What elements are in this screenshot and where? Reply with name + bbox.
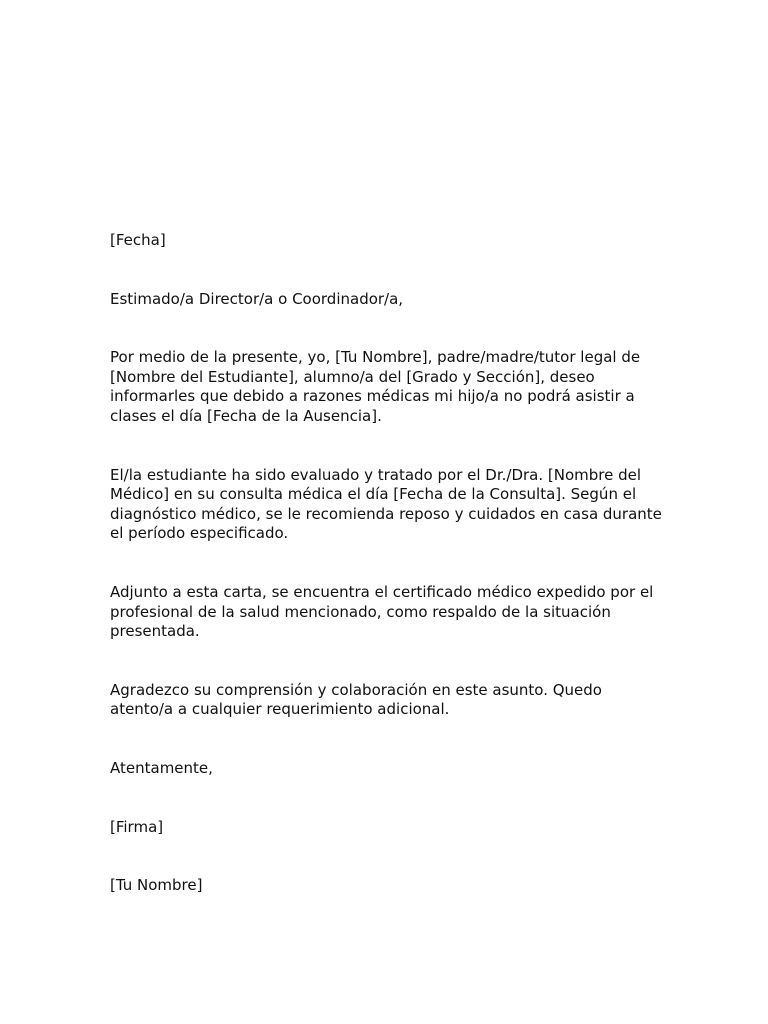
letter-paragraph-1: Por medio de la presente, yo, [Tu Nombre], padre/madre/tutor legal de [Nombre del Estudiante], alumno/a del [Grado y Sección], deseo informarles que debido a razones médicas mi hijo/a no podrá asistir a clases el día [Fecha de la Ausencia]. bbox=[110, 348, 641, 425]
letter-signature: [Firma] bbox=[110, 817, 164, 836]
letter-paragraph-4: Agradezco su comprensión y colaboración en este asunto. Quedo atento/a a cualquier requerimiento adicional. bbox=[110, 680, 602, 719]
letter-closing: Atentamente, bbox=[110, 758, 213, 777]
letter-date: [Fecha] bbox=[110, 231, 166, 249]
letter-paragraph-2: El/la estudiante ha sido evaluado y tratado por el Dr./Dra. [Nombre del Médico] en su consulta médica el día [Fecha de la Consulta]. Según el diagnóstico médico, se le recomienda reposo y cuidados en casa durante el período especificado. bbox=[110, 465, 662, 543]
letter-name: [Tu Nombre] bbox=[110, 876, 203, 895]
letter-greeting: Estimado/a Director/a o Coordinador/a, bbox=[110, 289, 404, 308]
letter-paragraph-3: Adjunto a esta carta, se encuentra el certificado médico expedido por el profesional de la salud mencionado, como respaldo de la situación presentada. bbox=[110, 582, 654, 641]
letter-body bbox=[110, 231, 662, 896]
